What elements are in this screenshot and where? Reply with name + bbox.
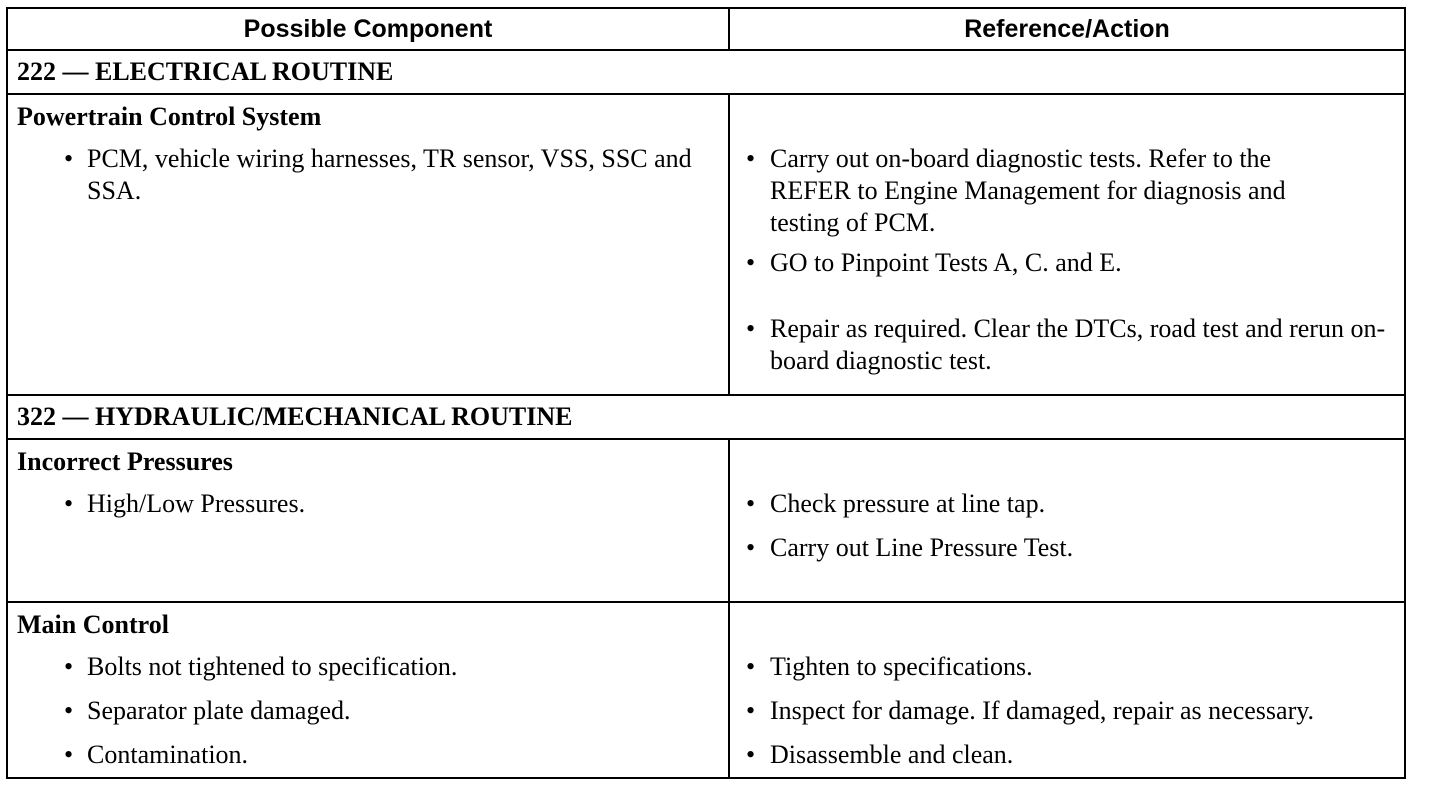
action-list — [730, 651, 1404, 771]
list-item-text: Check pressure at line tap. — [770, 489, 1046, 518]
list-item — [730, 143, 1404, 239]
list-item-text: Carry out Line Pressure Test. — [770, 533, 1074, 562]
list-item-text: Disassemble and clean. — [770, 740, 1014, 769]
list-item — [730, 313, 1404, 377]
component-list — [8, 651, 728, 771]
bullet-icon: • — [64, 740, 74, 769]
action-cell — [729, 439, 1405, 602]
diagnostic-table — [6, 7, 1406, 779]
bullet-icon: • — [746, 740, 756, 769]
bullet-icon: • — [746, 489, 756, 518]
bullet-icon: • — [746, 144, 756, 173]
list-item — [8, 695, 728, 727]
list-item — [730, 532, 1404, 564]
bullet-icon: • — [746, 533, 756, 562]
list-item-text: Separator plate damaged. — [87, 696, 351, 725]
bullet-icon: • — [746, 696, 756, 725]
bullet-icon: • — [64, 489, 74, 518]
section-title-hydraulic: 322 — HYDRAULIC/MECHANICAL ROUTINE — [7, 395, 1405, 439]
component-title: Incorrect Pressures — [17, 447, 233, 476]
list-item-text: Carry out on-board diagnostic tests. Refer to the REFER to Engine Management for diagnosis and testing of PCM. — [770, 144, 1286, 237]
bullet-icon: • — [746, 652, 756, 681]
component-cell — [7, 94, 729, 395]
section-row — [7, 50, 1405, 94]
section-row — [7, 395, 1405, 439]
header-row — [7, 8, 1405, 50]
component-cell — [7, 602, 729, 778]
list-item — [8, 143, 728, 207]
list-item — [730, 651, 1404, 683]
bullet-icon: • — [64, 696, 74, 725]
list-item-text: GO to Pinpoint Tests A, C. and E. — [770, 248, 1122, 277]
list-item — [730, 695, 1404, 727]
action-cell — [729, 602, 1405, 778]
action-cell — [729, 94, 1405, 395]
list-item-text: Tighten to specifications. — [770, 652, 1033, 681]
table-row — [7, 602, 1405, 778]
list-item-text: Bolts not tightened to specification. — [87, 652, 458, 681]
list-item — [730, 247, 1404, 279]
component-list — [8, 143, 728, 207]
list-item — [8, 651, 728, 683]
component-title: Main Control — [17, 610, 169, 639]
bullet-icon: • — [746, 314, 756, 343]
bullet-icon: • — [64, 652, 74, 681]
bullet-icon: • — [746, 248, 756, 277]
list-item-text: Repair as required. Clear the DTCs, road test and rerun on-board diagnostic test. — [770, 314, 1386, 375]
action-list — [730, 488, 1404, 564]
component-title: Powertrain Control System — [17, 102, 322, 131]
component-list — [8, 488, 728, 520]
list-item — [8, 488, 728, 520]
header-possible-component: Possible Component — [7, 8, 729, 50]
list-item-text: Contamination. — [87, 740, 249, 769]
bullet-icon: • — [64, 144, 74, 173]
list-item-text: PCM, vehicle wiring harnesses, TR sensor, VSS, SSC and SSA. — [87, 144, 692, 205]
component-cell — [7, 439, 729, 602]
list-item — [730, 739, 1404, 771]
table-row — [7, 439, 1405, 602]
section-title-electrical: 222 — ELECTRICAL ROUTINE — [7, 50, 1405, 94]
action-list — [730, 143, 1404, 377]
list-item — [730, 488, 1404, 520]
list-item — [8, 739, 728, 771]
list-item-text: Inspect for damage. If damaged, repair as necessary. — [770, 696, 1315, 725]
list-item-text: High/Low Pressures. — [87, 489, 306, 518]
table-row — [7, 94, 1405, 395]
header-reference-action: Reference/Action — [729, 8, 1405, 50]
